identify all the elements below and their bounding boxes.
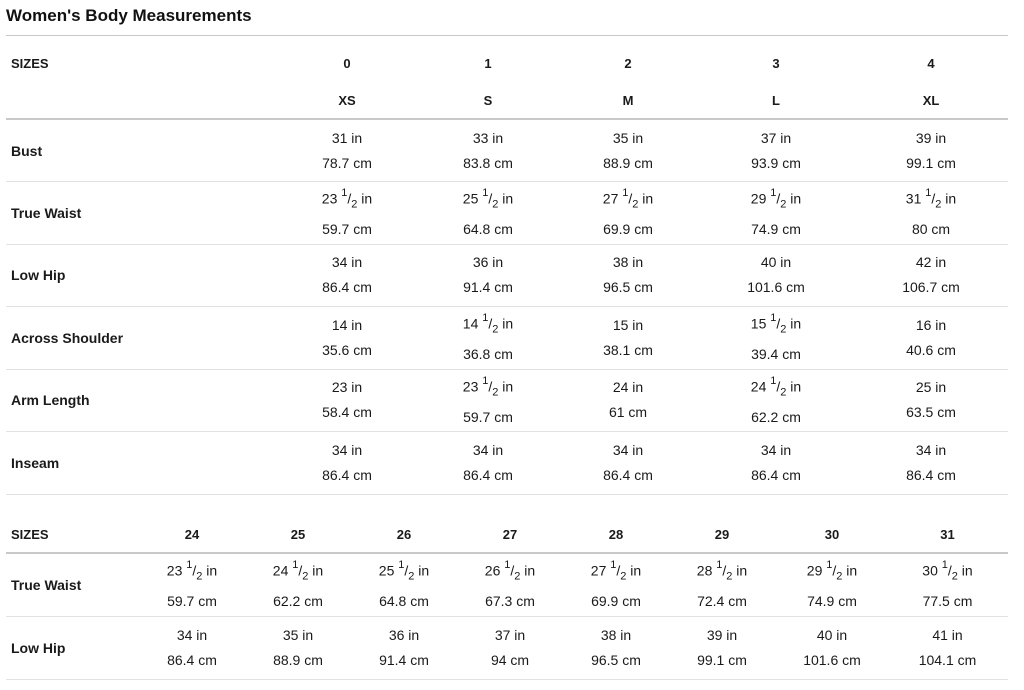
title-divider (6, 35, 1008, 36)
letter-size-header: M (622, 92, 634, 108)
measurement-cell (565, 616, 667, 679)
measurement-cell (418, 307, 558, 370)
centimeters-value: 74.9 cm (751, 221, 801, 238)
measurement-cell (887, 553, 1008, 616)
inches-value: 24 $^1/_2$ in (272, 559, 324, 583)
measurement-cell (558, 307, 698, 370)
row-label: True Waist (11, 576, 82, 593)
row-label: Low Hip (11, 639, 66, 656)
inches-value: 23 $^1/_2$ in (462, 374, 514, 398)
measurement-cell (418, 119, 558, 182)
measurement-cell (558, 244, 698, 307)
measurement-cell (558, 369, 698, 432)
inches-value: 31 $^1/_2$ in (905, 187, 957, 211)
size-header: 3 (772, 56, 780, 71)
centimeters-value: 86.4 cm (906, 466, 956, 483)
page-title: Women's Body Measurements (6, 6, 252, 25)
measurement-cell (698, 182, 854, 245)
inches-value: 24 in (612, 379, 644, 396)
measurement-cell (276, 369, 418, 432)
inches-value: 39 in (915, 129, 947, 146)
inches-value: 23 in (331, 379, 363, 396)
size-header: 30 (824, 527, 840, 542)
centimeters-value: 104.1 cm (918, 651, 977, 668)
centimeters-value: 86.4 cm (167, 651, 217, 668)
measurement-cell (141, 616, 243, 679)
measurement-cell (698, 119, 854, 182)
header-row-sizes (6, 517, 1008, 553)
inches-value: 25 $^1/_2$ in (462, 187, 514, 211)
measurement-cell (558, 182, 698, 245)
centimeters-value: 96.5 cm (603, 279, 653, 296)
inches-value: 31 in (331, 129, 363, 146)
measurement-cell (777, 553, 887, 616)
inches-value: 40 in (816, 626, 848, 643)
measurement-cell (276, 307, 418, 370)
centimeters-value: 106.7 cm (902, 279, 960, 296)
centimeters-value: 64.8 cm (463, 221, 513, 238)
measurement-cell (455, 616, 565, 679)
inches-value: 25 in (915, 379, 947, 396)
measurement-cell (854, 244, 1008, 307)
measurement-cell (558, 119, 698, 182)
size-header: 31 (940, 527, 955, 542)
centimeters-value: 86.4 cm (463, 466, 513, 483)
measurement-cell (276, 182, 418, 245)
table-row (6, 369, 1008, 432)
row-label: Low Hip (11, 267, 66, 284)
inches-value: 38 in (600, 626, 632, 643)
centimeters-value: 86.4 cm (322, 279, 372, 296)
inches-value: 36 in (388, 626, 420, 643)
centimeters-value: 59.7 cm (167, 593, 217, 610)
measurement-cell (558, 432, 698, 495)
measurement-cell (243, 553, 353, 616)
inches-value: 35 in (282, 626, 314, 643)
inches-value: 28 $^1/_2$ in (696, 559, 748, 583)
centimeters-value: 39.4 cm (751, 346, 801, 363)
inches-value: 16 in (915, 316, 947, 333)
size-header: 25 (290, 527, 306, 542)
header-row-letter (6, 82, 1008, 119)
measurement-cell (854, 307, 1008, 370)
measurement-cell (854, 432, 1008, 495)
inches-value: 34 in (331, 441, 363, 458)
measurement-cell (698, 307, 854, 370)
centimeters-value: 86.4 cm (322, 466, 372, 483)
centimeters-value: 74.9 cm (807, 593, 857, 610)
centimeters-value: 88.9 cm (273, 651, 323, 668)
inches-value: 29 $^1/_2$ in (806, 559, 858, 583)
measurement-cell (667, 616, 777, 679)
measurement-cell (698, 244, 854, 307)
inches-value: 35 in (612, 129, 644, 146)
measurement-cell (418, 244, 558, 307)
measurement-cell (276, 432, 418, 495)
size-header: 29 (714, 527, 730, 542)
centimeters-value: 78.7 cm (322, 154, 372, 171)
inches-value: 26 $^1/_2$ in (484, 559, 536, 583)
letter-size-header: L (772, 92, 780, 108)
centimeters-value: 99.1 cm (697, 651, 747, 668)
measurement-cell (777, 616, 887, 679)
centimeters-value: 38.1 cm (603, 341, 653, 358)
centimeters-value: 83.8 cm (463, 154, 513, 171)
measurement-cell (141, 553, 243, 616)
row-label: Across Shoulder (11, 329, 124, 346)
row-label: Arm Length (11, 392, 90, 409)
centimeters-value: 96.5 cm (591, 651, 641, 668)
table-row (6, 616, 1008, 679)
measurement-cell (418, 182, 558, 245)
centimeters-value: 99.1 cm (906, 154, 956, 171)
centimeters-value: 86.4 cm (603, 466, 653, 483)
letter-size-header: XS (338, 92, 356, 108)
centimeters-value: 93.9 cm (751, 154, 801, 171)
table-row (6, 119, 1008, 182)
inches-value: 15 $^1/_2$ in (750, 312, 802, 336)
inches-value: 38 in (612, 254, 644, 271)
size-header: 28 (608, 527, 624, 542)
measurement-cell (455, 553, 565, 616)
letter-size-header: XL (922, 92, 940, 108)
inches-value: 34 in (331, 254, 363, 271)
measurement-cell (698, 432, 854, 495)
size-header: 1 (484, 56, 492, 71)
centimeters-value: 36.8 cm (463, 346, 513, 363)
measurement-cell (887, 616, 1008, 679)
centimeters-value: 58.4 cm (322, 404, 372, 421)
letter-size-header: S (483, 92, 493, 108)
centimeters-value: 40.6 cm (906, 341, 956, 358)
measurement-cell (353, 616, 455, 679)
centimeters-value: 62.2 cm (273, 593, 323, 610)
inches-value: 42 in (915, 254, 947, 271)
row-label: Bust (11, 142, 43, 159)
centimeters-value: 64.8 cm (379, 593, 429, 610)
measurement-cell (353, 553, 455, 616)
table-row (6, 244, 1008, 307)
inches-value: 37 in (760, 129, 792, 146)
centimeters-value: 62.2 cm (751, 408, 801, 425)
centimeters-value: 91.4 cm (463, 279, 513, 296)
table-row (6, 553, 1008, 616)
table-row (6, 182, 1008, 245)
size-header: 27 (502, 527, 518, 542)
row-label: True Waist (11, 204, 82, 221)
measurement-cell (854, 182, 1008, 245)
centimeters-value: 77.5 cm (922, 593, 973, 610)
centimeters-value: 59.7 cm (322, 221, 372, 238)
inches-value: 34 in (472, 441, 504, 458)
centimeters-value: 91.4 cm (379, 651, 429, 668)
inches-value: 14 $^1/_2$ in (462, 312, 514, 336)
size-header: 4 (927, 56, 935, 71)
centimeters-value: 101.6 cm (747, 279, 805, 296)
inches-value: 36 in (472, 254, 504, 271)
inches-value: 25 $^1/_2$ in (378, 559, 430, 583)
inches-value: 41 in (932, 626, 963, 643)
centimeters-value: 69.9 cm (591, 593, 641, 610)
sizes-label: SIZES (11, 56, 49, 71)
inches-value: 15 in (612, 316, 644, 333)
centimeters-value: 88.9 cm (603, 154, 653, 171)
inches-value: 27 $^1/_2$ in (590, 559, 642, 583)
measurement-cell (854, 369, 1008, 432)
table-row (6, 432, 1008, 495)
sizes-label: SIZES (11, 527, 49, 542)
table-row (6, 307, 1008, 370)
inches-value: 34 in (612, 441, 644, 458)
centimeters-value: 69.9 cm (603, 221, 653, 238)
measurement-cell (418, 369, 558, 432)
measurement-cell (276, 119, 418, 182)
inches-value: 29 $^1/_2$ in (750, 187, 802, 211)
centimeters-value: 101.6 cm (803, 651, 861, 668)
centimeters-value: 80 cm (911, 221, 951, 238)
measurement-cell (418, 432, 558, 495)
measurement-cell (854, 119, 1008, 182)
measurements-table-waist-sizes (6, 517, 1008, 680)
measurements-table-standard (6, 45, 1008, 495)
inches-value: 34 in (915, 441, 947, 458)
size-header: 0 (343, 56, 351, 71)
centimeters-value: 59.7 cm (463, 408, 513, 425)
centimeters-value: 94 cm (490, 651, 530, 668)
inches-value: 37 in (494, 626, 526, 643)
inches-value: 23 $^1/_2$ in (321, 187, 373, 211)
inches-value: 24 $^1/_2$ in (750, 374, 802, 398)
inches-value: 34 in (176, 626, 208, 643)
centimeters-value: 61 cm (608, 404, 648, 421)
inches-value: 23 $^1/_2$ in (166, 559, 218, 583)
measurement-cell (276, 244, 418, 307)
inches-value: 39 in (706, 626, 738, 643)
measurement-cell (565, 553, 667, 616)
centimeters-value: 86.4 cm (751, 466, 801, 483)
measurement-cell (667, 553, 777, 616)
inches-value: 33 in (472, 129, 504, 146)
centimeters-value: 35.6 cm (322, 341, 372, 358)
centimeters-value: 63.5 cm (906, 404, 956, 421)
measurement-cell (698, 369, 854, 432)
row-label: Inseam (11, 454, 60, 471)
centimeters-value: 67.3 cm (485, 593, 535, 610)
measurement-cell (243, 616, 353, 679)
size-header: 26 (396, 527, 412, 542)
size-header: 2 (624, 56, 632, 71)
inches-value: 40 in (760, 254, 792, 271)
inches-value: 30 $^1/_2$ in (922, 559, 973, 583)
size-header: 24 (184, 527, 200, 542)
inches-value: 27 $^1/_2$ in (602, 187, 654, 211)
inches-value: 34 in (760, 441, 792, 458)
inches-value: 14 in (331, 316, 363, 333)
centimeters-value: 72.4 cm (697, 593, 747, 610)
header-row-numeric (6, 45, 1008, 82)
